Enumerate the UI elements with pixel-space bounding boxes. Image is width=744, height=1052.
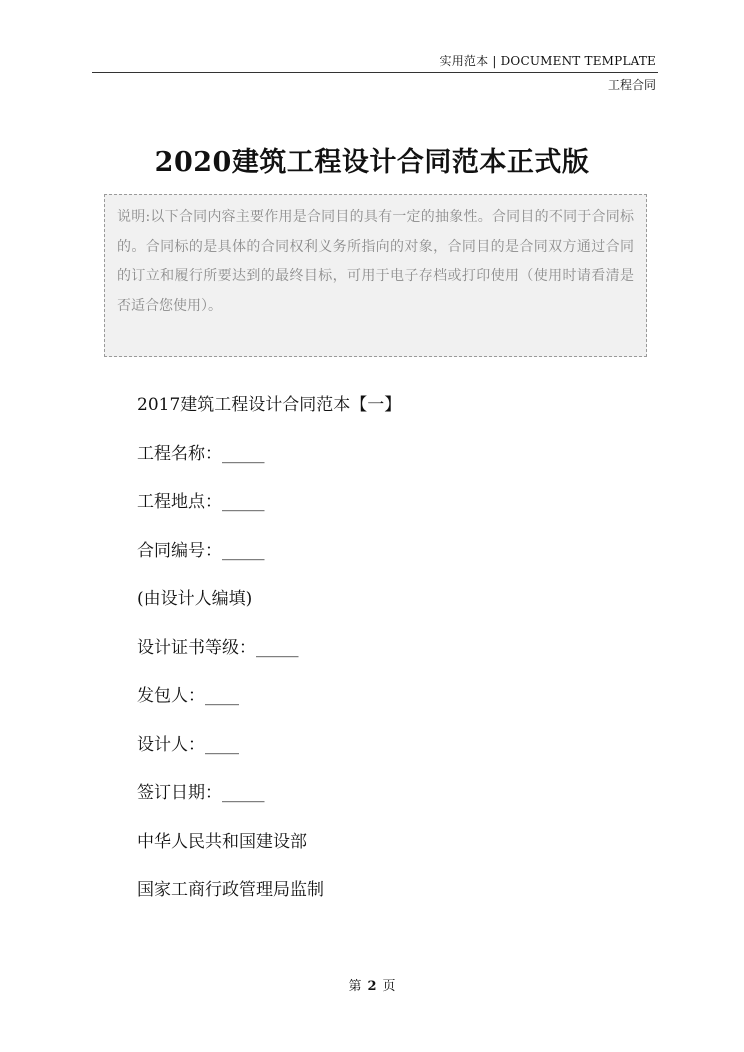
footer-suffix: 页 — [382, 979, 396, 994]
body-line: 工程地点：_____ — [137, 492, 265, 512]
body-line: 工程名称：_____ — [137, 443, 265, 464]
body-line: 合同编号：_____ — [137, 540, 265, 561]
body-line: 中华人民共和国建设部 — [137, 831, 307, 852]
page-footer — [0, 975, 744, 994]
body-line: 设计证书等级：_____ — [137, 637, 299, 658]
footer-prefix: 第 — [348, 979, 362, 994]
note-box: 说明:以下合同内容主要作用是合同目的具有一定的抽象性。合同目的不同于合同标的。合同标的是具体的合同权利义务所指向的对象，合同目的是合同双方通过合同的订立和履行所要达到的最终目标，可用于电子存档或打印使用（使用时请看清是否适合您使用）。 — [104, 194, 647, 357]
header-category: 工程合同 — [607, 78, 656, 92]
page-number: 2 — [367, 979, 377, 994]
body-line: 签订日期：_____ — [137, 783, 265, 803]
header-divider — [92, 72, 658, 73]
body-line: 发包人：____ — [137, 686, 239, 706]
body-line: 2017建筑工程设计合同范本【一】 — [137, 395, 402, 415]
document-title: 2020建筑工程设计合同范本正式版 — [154, 147, 590, 178]
body-line: (由设计人编填) — [137, 589, 253, 609]
header-doc-label: 实用范本 | DOCUMENT TEMPLATE — [439, 54, 656, 68]
body-line: 设计人：____ — [137, 734, 239, 755]
body-line: 国家工商行政管理局监制 — [137, 880, 324, 900]
body-content — [137, 390, 657, 924]
